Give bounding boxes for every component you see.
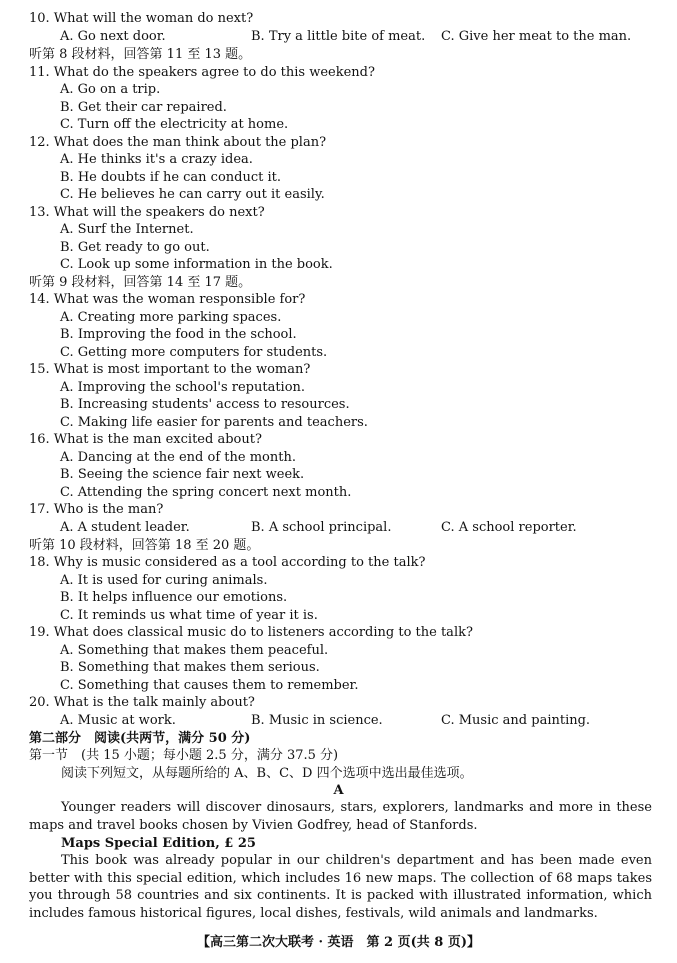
question-19-option-b: B. Something that makes them serious. [60, 660, 320, 675]
question-17-stem: 17. Who is the man? [29, 502, 164, 517]
question-11-option-a: A. Go on a trip. [60, 82, 161, 97]
question-15-option-c: C. Making life easier for parents and teachers. [60, 415, 368, 430]
question-20-option-b: B. Music in science. [251, 713, 383, 728]
question-18-option-b: B. It helps influence our emotions. [60, 590, 288, 605]
question-17-option-c: C. A school reporter. [441, 520, 577, 535]
section-10-instruction: 听第 10 段材料，回答第 18 至 20 题。 [29, 538, 260, 553]
question-13-stem: 13. What will the speakers do next? [29, 205, 265, 220]
part-2-title: 第二部分 阅读(共两节，满分 50 分) [29, 731, 251, 746]
question-11-stem: 11. What do the speakers agree to do this weekend? [29, 65, 375, 80]
question-13-option-b: B. Get ready to go out. [60, 240, 210, 255]
question-16-option-c: C. Attending the spring concert next month. [60, 485, 352, 500]
question-17-option-a: A. A student leader. [60, 520, 190, 535]
question-13-option-c: C. Look up some information in the book. [60, 257, 333, 272]
question-14-stem: 14. What was the woman responsible for? [29, 292, 306, 307]
question-20-stem: 20. What is the talk mainly about? [29, 695, 255, 710]
question-20-option-c: C. Music and painting. [441, 713, 591, 728]
question-19-option-c: C. Something that causes them to remember. [60, 678, 359, 693]
question-10-option-b: B. Try a little bite of meat. [251, 29, 426, 44]
question-15-option-a: A. Improving the school's reputation. [60, 380, 306, 395]
question-19-option-a: A. Something that makes them peaceful. [60, 643, 329, 658]
book-paragraph: This book was already popular in our children's department and has been made even better with this special edition, which includes 16 new maps. The collection of 68 maps takes you through 58 countries and six continents. It is packed with illustrated information, which includes famous historical figures, local dishes, festivals, wild animals and landmarks. [29, 853, 652, 921]
question-14-option-c: C. Getting more computers for students. [60, 345, 328, 360]
question-17-option-b: B. A school principal. [251, 520, 392, 535]
question-12-option-c: C. He believes he can carry out it easily. [60, 187, 325, 202]
question-12-option-b: B. He doubts if he can conduct it. [60, 170, 282, 185]
passage-label: A [333, 783, 344, 798]
question-10-option-a: A. Go next door. [60, 29, 166, 44]
question-13-option-a: A. Surf the Internet. [60, 222, 194, 237]
section-1-title: 第一节 (共 15 小题；每小题 2.5 分，满分 37.5 分) [29, 748, 339, 763]
book-title: Maps Special Edition, £ 25 [61, 836, 256, 851]
question-18-stem: 18. Why is music considered as a tool according to the talk? [29, 555, 426, 570]
question-10-stem: 10. What will the woman do next? [29, 11, 254, 26]
question-18-option-c: C. It reminds us what time of year it is. [60, 608, 318, 623]
question-15-stem: 15. What is most important to the woman? [29, 362, 311, 377]
question-19-stem: 19. What does classical music do to listeners according to the talk? [29, 625, 473, 640]
question-10-option-c: C. Give her meat to the man. [441, 29, 632, 44]
question-16-stem: 16. What is the man excited about? [29, 432, 262, 447]
section-8-instruction: 听第 8 段材料，回答第 11 至 13 题。 [29, 47, 252, 62]
page-footer: 【高三第二次大联考 · 英语 第 2 页(共 8 页)】 [196, 935, 481, 950]
question-16-option-a: A. Dancing at the end of the month. [60, 450, 296, 465]
question-14-option-a: A. Creating more parking spaces. [60, 310, 282, 325]
intro-paragraph: Younger readers will discover dinosaurs, stars, explorers, landmarks and more in these maps and travel books chosen by Vivien Godfrey, head of Stanfords. [29, 800, 652, 833]
section-9-instruction: 听第 9 段材料，回答第 14 至 17 题。 [29, 275, 252, 290]
reading-instruction: 阅读下列短文，从每题所给的 A、B、C、D 四个选项中选出最佳选项。 [61, 766, 473, 781]
question-16-option-b: B. Seeing the science fair next week. [60, 467, 305, 482]
question-18-option-a: A. It is used for curing animals. [60, 573, 268, 588]
question-15-option-b: B. Increasing students' access to resources. [60, 397, 350, 412]
question-14-option-b: B. Improving the food in the school. [60, 327, 297, 342]
question-11-option-c: C. Turn off the electricity at home. [60, 117, 289, 132]
question-11-option-b: B. Get their car repaired. [60, 100, 227, 115]
question-20-option-a: A. Music at work. [60, 713, 176, 728]
question-12-option-a: A. He thinks it's a crazy idea. [60, 152, 253, 167]
question-12-stem: 12. What does the man think about the plan? [29, 135, 327, 150]
